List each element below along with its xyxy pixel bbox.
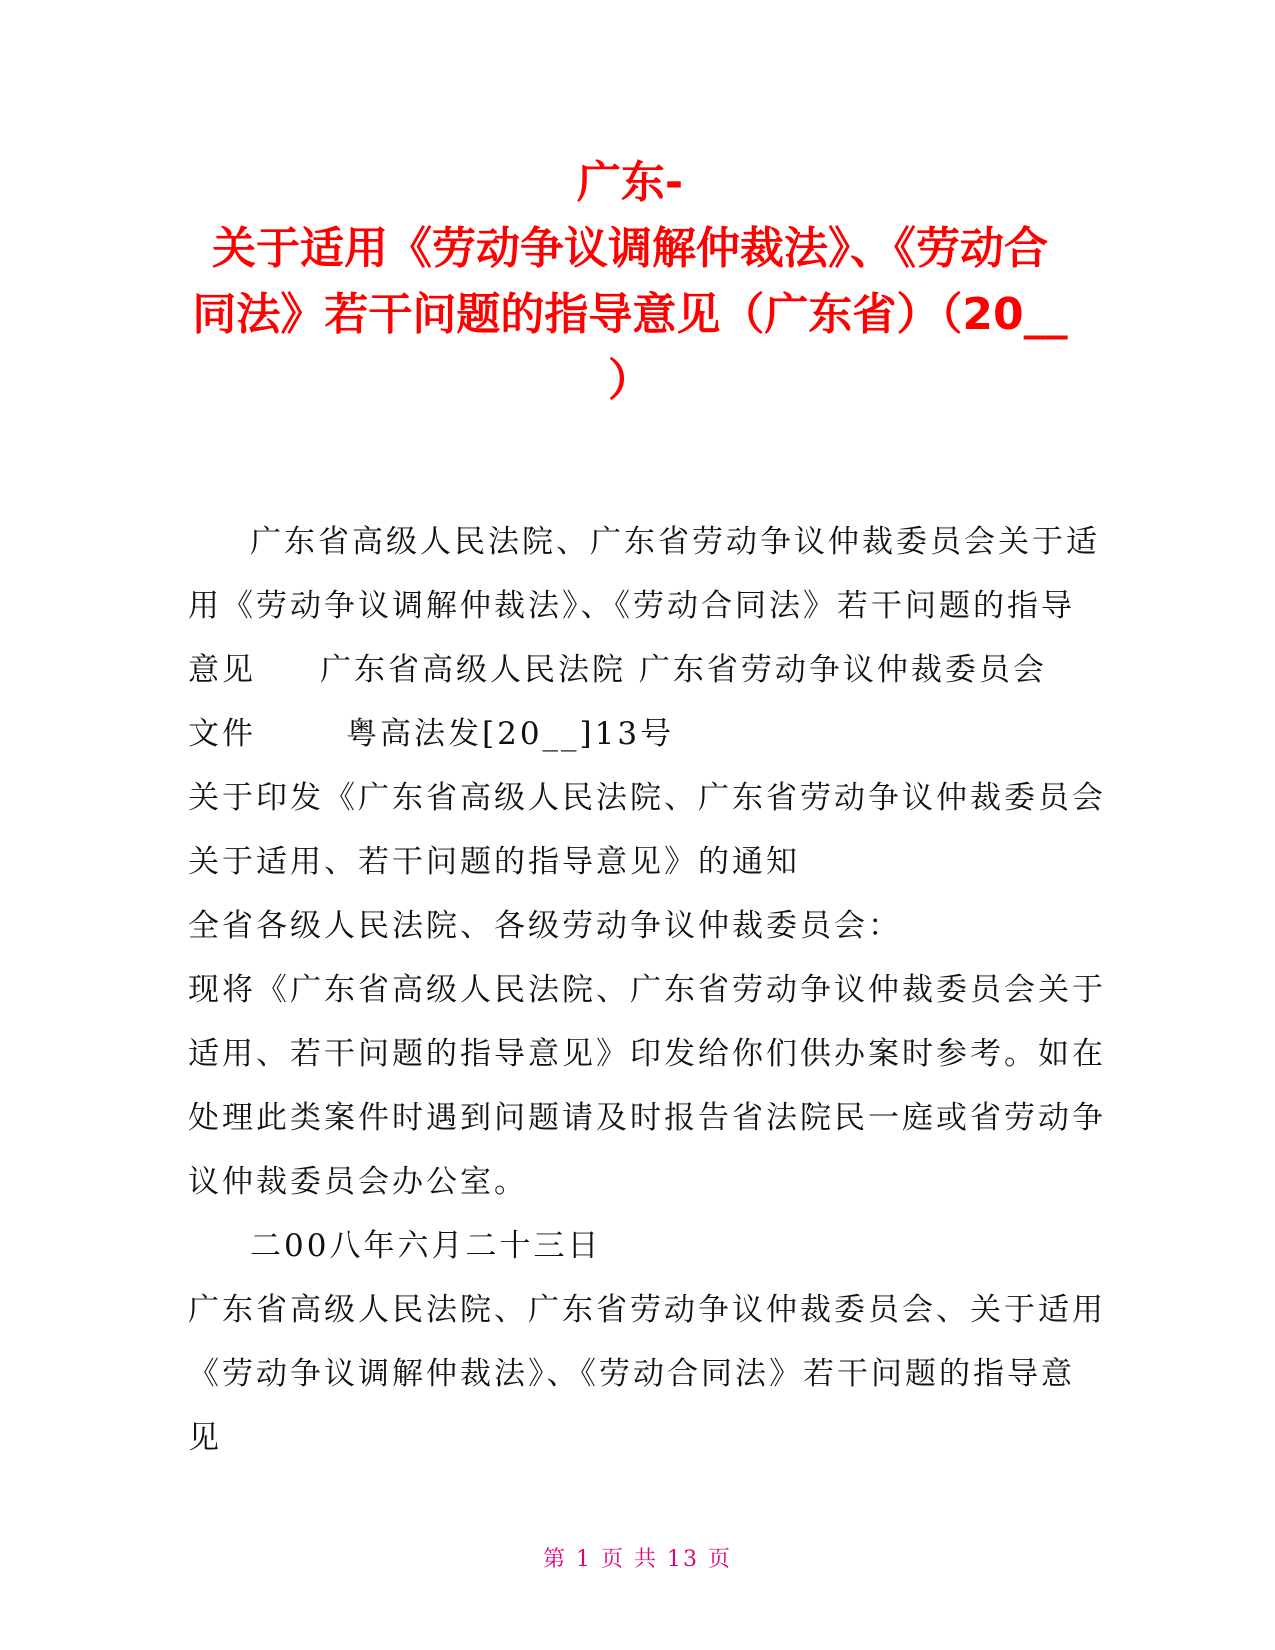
notice-body-line-3: 处理此类案件时遇到问题请及时报告省法院民一庭或省劳动争 [188,1100,1106,1136]
page-footer [0,1542,1275,1573]
opinion-title-line-1: 广东省高级人民法院、广东省劳动争议仲裁委员会、关于适用 [188,1292,1106,1328]
salutation: 全省各级人民法院、各级劳动争议仲裁委员会： [188,908,902,944]
notice-body-line-1: 现将《广东省高级人民法院、广东省劳动争议仲裁委员会关于 [188,972,1106,1008]
document-number: 粤高法发[20__]13号 [346,716,675,752]
opinion-title-line-3: 见 [188,1420,222,1456]
title-line-1: 广东- [576,157,684,208]
intro-line-4-label: 文件 [188,716,256,752]
title-line-4: ） [608,355,652,406]
intro-line-3 [188,638,1078,702]
issue-date: 二00八年六月二十三日 [250,1228,602,1264]
document-title [190,150,1070,414]
notice-body-line-2: 适用、若干问题的指导意见》印发给你们供办案时参考。如在 [188,1036,1106,1072]
document-body [188,510,1106,1470]
intro-line-2: 用《劳动争议调解仲裁法》、《劳动合同法》若干问题的指导 [188,588,1075,624]
notice-body-line-4: 议仲裁委员会办公室。 [188,1164,528,1200]
issuing-authorities: 广东省高级人民法院 广东省劳动争议仲裁委员会 [320,652,1047,688]
notice-title-line-1: 关于印发《广东省高级人民法院、广东省劳动争议仲裁委员会 [188,780,1106,816]
notice-title-line-2: 关于适用、若干问题的指导意见》的通知 [188,844,800,880]
intro-line-1: 广东省高级人民法院、广东省劳动争议仲裁委员会关于适 [250,524,1100,560]
title-line-3: 同法》若干问题的指导意见（广东省）（20__ [192,289,1068,340]
intro-line-4 [188,702,1078,766]
title-line-2: 关于适用《劳动争议调解仲裁法》、《劳动合 [212,223,1048,274]
opinion-title-line-2: 《劳动争议调解仲裁法》、《劳动合同法》若干问题的指导意 [188,1356,1075,1392]
page-number: 第 1 页 共 13 页 [543,1547,732,1572]
intro-line-3-label: 意见 [188,652,256,688]
